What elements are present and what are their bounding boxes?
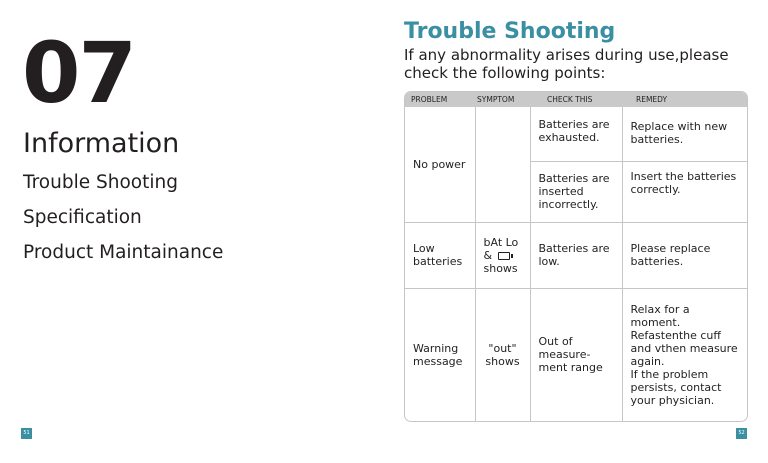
symptom-text: "out" shows <box>485 341 520 368</box>
problem-text: Low batteries <box>413 242 463 268</box>
check-text: Batteries are inserted incorrectly. <box>538 172 610 211</box>
table-of-contents <box>23 172 223 277</box>
problem-cell <box>405 222 475 288</box>
table-row <box>405 222 747 288</box>
problem-cell <box>405 107 475 222</box>
toc-item-product-maintainance[interactable]: Product Maintainance <box>23 242 224 263</box>
section-intro: If any abnormality arises during use,please check the following points: <box>404 46 729 82</box>
table-row <box>405 107 747 161</box>
symptom-line: bAt Lo <box>483 235 519 249</box>
trouble-shooting-table <box>404 91 748 422</box>
check-text: Out of measure- ment range <box>538 335 603 375</box>
section-title: Trouble Shooting <box>404 19 616 44</box>
header-remedy: REMEDY <box>622 92 747 107</box>
symptom-cell <box>475 222 530 288</box>
remedy-cell <box>622 161 747 222</box>
problem-cell <box>405 288 475 421</box>
toc-item-specification[interactable]: Specification <box>23 207 142 228</box>
check-cell <box>530 288 622 421</box>
page-number-right: 52 <box>736 428 747 439</box>
remedy-cell <box>622 222 747 288</box>
table-row <box>405 288 747 421</box>
check-cell <box>530 107 622 161</box>
battery-icon <box>498 252 510 260</box>
check-cell <box>530 161 622 222</box>
check-text: Batteries are low. <box>538 242 610 268</box>
remedy-cell <box>622 107 747 161</box>
problem-text: No power <box>413 157 466 171</box>
remedy-cell <box>622 288 747 421</box>
problem-text: Warning message <box>413 341 463 368</box>
symptom-line: shows <box>483 261 518 275</box>
symptom-ampersand: & <box>483 248 493 262</box>
header-problem: PROBLEM <box>405 92 475 107</box>
toc-item-trouble-shooting[interactable]: Trouble Shooting <box>23 172 178 193</box>
remedy-text: Relax for a moment. Refastenthe cuff and vthen measure again. If the problem persists, contact your physician. <box>630 302 738 407</box>
remedy-text: Insert the batteries correctly. <box>630 169 737 196</box>
remedy-text: Please replace batteries. <box>630 242 711 268</box>
header-symptom: SYMPTOM <box>475 92 530 107</box>
remedy-text: Replace with new batteries. <box>630 120 728 146</box>
chapter-number: 07 <box>22 24 135 122</box>
chapter-title: Information <box>23 128 180 159</box>
symptom-cell <box>475 107 530 222</box>
page-number-left: 51 <box>21 428 32 439</box>
symptom-line <box>484 249 530 262</box>
header-check-this: CHECK THIS <box>530 92 622 107</box>
check-text: Batteries are exhausted. <box>538 118 610 144</box>
table-header-row <box>405 92 747 107</box>
symptom-cell <box>475 288 530 421</box>
check-cell <box>530 222 622 288</box>
